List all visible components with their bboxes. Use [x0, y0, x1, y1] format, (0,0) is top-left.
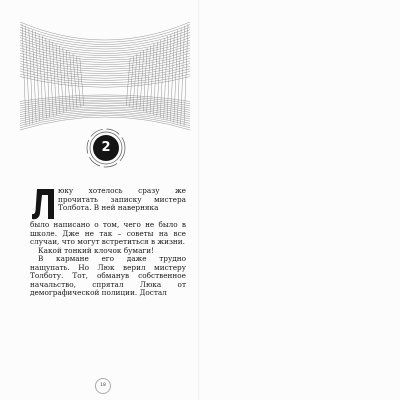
first-paragraph-tail: было написано о том, чего не было в школе. Дже не так – советы на все случаи, что могут встретиться в жизни. — [30, 220, 186, 246]
right-page — [200, 0, 400, 400]
chapter-number-badge: 2 — [93, 135, 119, 161]
first-paragraph-head-text: юку хотелось сразу же прочитать записку мистера Толбота. В ней наверняка — [58, 186, 186, 212]
left-paragraph: Какой тонкий клочок бумаги! — [38, 245, 155, 255]
drop-cap-initial — [30, 187, 58, 221]
page-number-left: 18 — [95, 378, 111, 394]
tunnel-illustration — [20, 18, 190, 188]
left-body-text — [30, 221, 186, 298]
first-paragraph-head — [58, 187, 186, 213]
left-paragraph: В кармане его даже трудно нащупать. Но Люк верил мистеру Толботу. Тот, обманув собственное начальство, спрятал Люка от демографической полиции. Достал — [30, 254, 186, 297]
